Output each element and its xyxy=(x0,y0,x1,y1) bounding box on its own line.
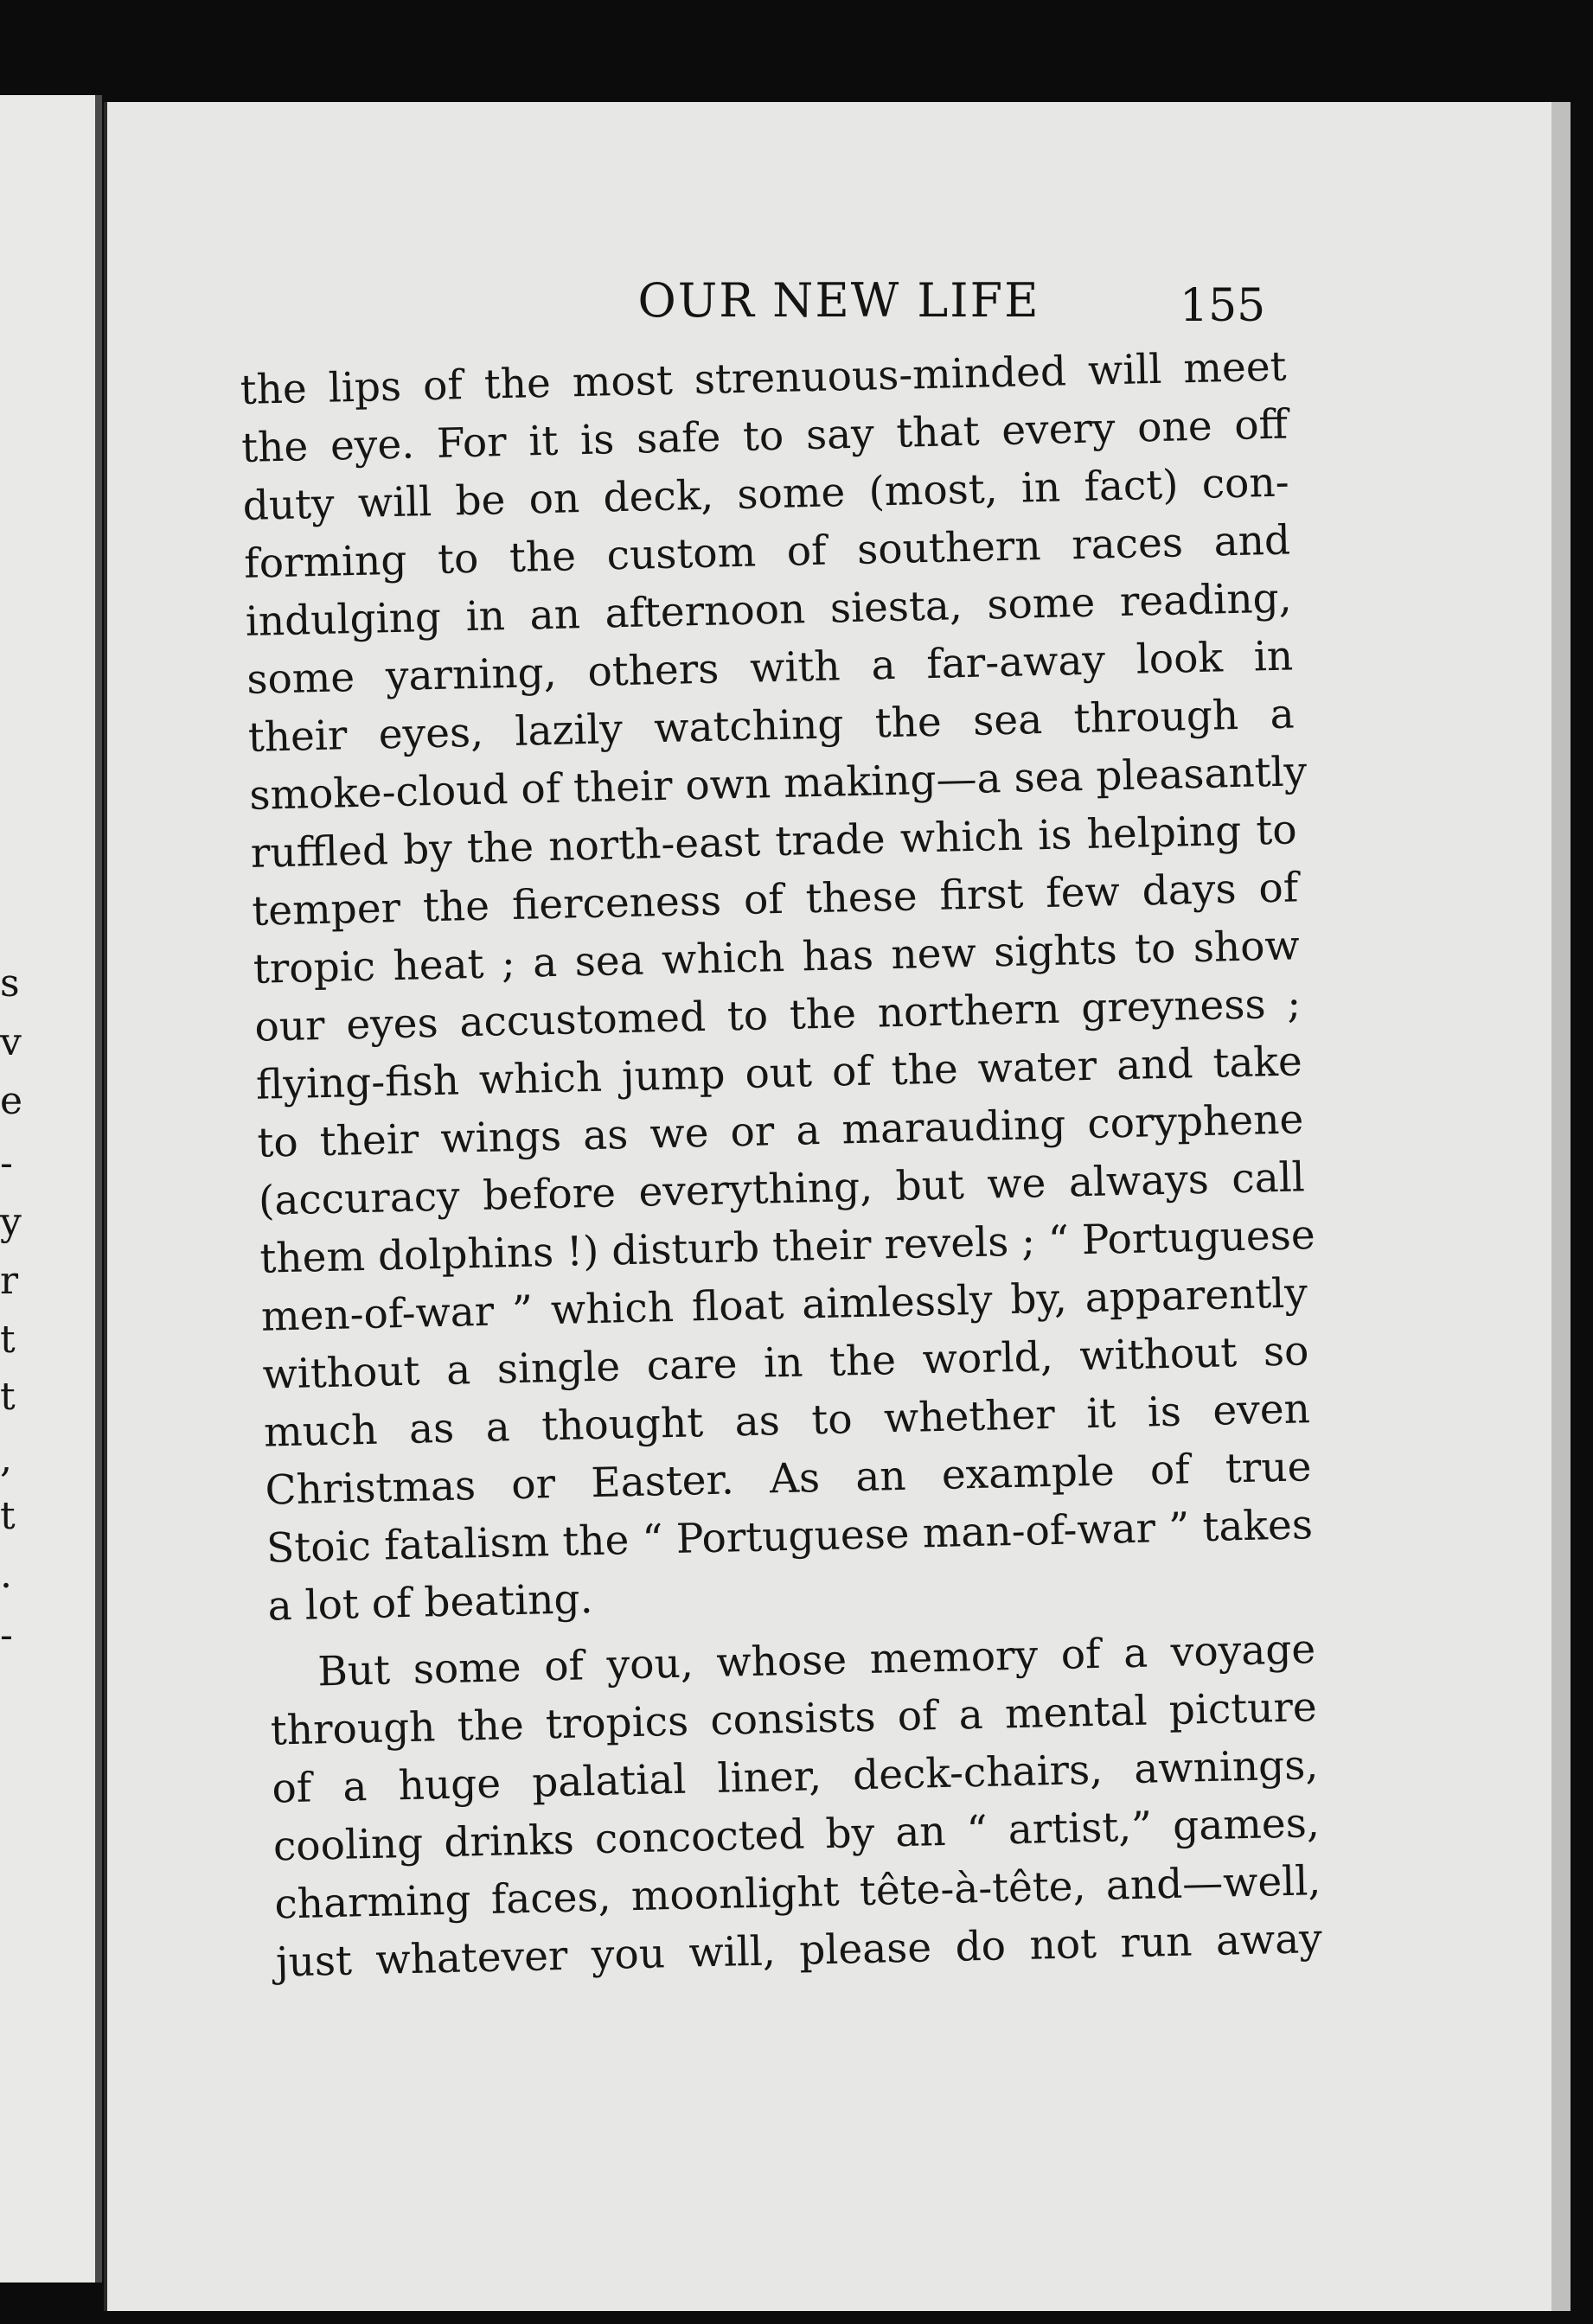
page-number: 155 xyxy=(1180,280,1266,332)
facing-page-fragment: r xyxy=(0,1259,19,1303)
page-edge-shadow xyxy=(1551,102,1571,2311)
text-line: much as a thought as to whether it is even xyxy=(263,1385,1311,1457)
facing-page-fragment: t xyxy=(0,1494,16,1538)
text-line: a lot of beating. xyxy=(267,1575,594,1631)
facing-page-fragment: , xyxy=(0,1437,12,1481)
text-line: them dolphins !) disturb their revels ; “ Portuguese xyxy=(259,1211,1316,1283)
text-line: Christmas or Easter. As an example of true xyxy=(265,1443,1312,1515)
facing-page-fragment: e xyxy=(0,1079,23,1123)
facing-page-fragment: v xyxy=(0,1020,22,1064)
text-line: some yarning, others with a far-away look in xyxy=(246,632,1294,704)
running-title: OUR NEW LIFE xyxy=(637,273,1040,328)
text-line: cooling drinks concocted by an “ artist,” games, xyxy=(272,1799,1321,1871)
text-line: charming faces, moonlight tête-à-tête, and—well, xyxy=(273,1857,1321,1929)
text-line: smoke-cloud of their own making—a sea pleasantly xyxy=(248,748,1308,820)
facing-page-fragment: s xyxy=(0,961,20,1006)
facing-page-fragment: - xyxy=(0,1613,13,1657)
text-line: flying-fish which jump out of the water and take xyxy=(255,1038,1303,1109)
text-line: to their wings as we or a marauding coryphene xyxy=(256,1095,1304,1167)
text-line: the lips of the most strenuous-minded will meet xyxy=(240,342,1288,414)
text-line: forming to the custom of southern races and xyxy=(243,516,1291,588)
book-spine xyxy=(95,95,102,2282)
body-text xyxy=(240,338,1322,1992)
text-line: the eye. For it is safe to say that every one off xyxy=(240,400,1289,472)
facing-page-edge xyxy=(0,95,102,2282)
text-line: But some of you, whose memory of a voyage xyxy=(317,1625,1316,1696)
text-line: ruffled by the north-east trade which is helping to xyxy=(250,806,1298,878)
text-line: (accuracy before everything, but we always call xyxy=(258,1153,1306,1225)
text-line: men-of-war ” which float aimlessly by, apparently xyxy=(260,1269,1308,1341)
facing-page-fragment: t xyxy=(0,1318,16,1362)
text-line: Stoic fatalism the “ Portuguese man-of-war ” takes xyxy=(266,1501,1314,1573)
text-line: duty will be on deck, some (most, in fact) con- xyxy=(242,458,1290,530)
text-line: through the tropics consists of a mental picture xyxy=(270,1683,1318,1755)
facing-page-fragment: t xyxy=(0,1375,16,1419)
text-line: their eyes, lazily watching the sea through a xyxy=(247,690,1296,762)
text-line: of a huge palatial liner, deck-chairs, awnings, xyxy=(271,1741,1319,1813)
facing-page-fragment: . xyxy=(0,1553,12,1597)
facing-page-fragment: y xyxy=(0,1200,22,1244)
text-line: our eyes accustomed to the northern greyness ; xyxy=(253,980,1302,1051)
text-line: without a single care in the world, without so xyxy=(261,1327,1309,1399)
book-page xyxy=(104,102,1571,2311)
text-line: indulging in an afternoon siesta, some reading, xyxy=(245,574,1293,646)
text-line: tropic heat ; a sea which has new sights to show xyxy=(253,922,1301,993)
facing-page-fragment: - xyxy=(0,1141,13,1185)
text-line: just whatever you will, please do not run away xyxy=(275,1915,1323,1987)
text-line: temper the fierceness of these first few days of xyxy=(251,864,1299,935)
